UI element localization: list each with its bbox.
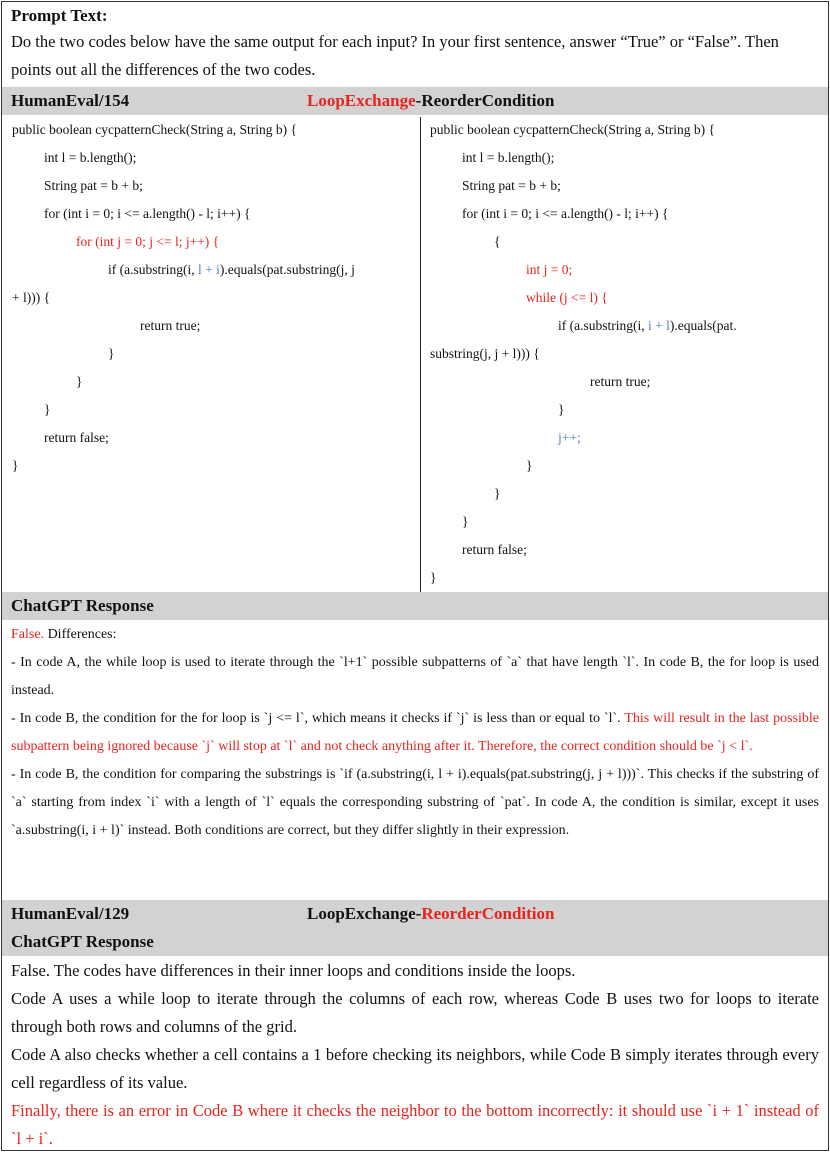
- text-run: return true;: [590, 374, 651, 389]
- text-run: public boolean cycpatternCheck(String a, String b) {: [12, 122, 298, 137]
- text-run: if (a.substring(i,: [108, 262, 198, 277]
- code-line: [494, 485, 500, 503]
- response-paragraph: [11, 957, 819, 985]
- code-line: [462, 513, 468, 531]
- text-run: }: [462, 514, 469, 529]
- text-run: {: [494, 234, 501, 249]
- text-run: String pat = b + b;: [462, 178, 561, 193]
- text-run: }: [558, 402, 565, 417]
- text-run: False.: [11, 627, 45, 642]
- text-run: }: [12, 458, 19, 473]
- code-line: [430, 569, 436, 587]
- code-line: [462, 541, 527, 559]
- text-run: public boolean cycpatternCheck(String a, String b) {: [430, 122, 716, 137]
- case2-tag-part1: LoopExchange: [307, 904, 416, 923]
- text-run: False. The codes have differences in their inner loops and conditions inside the loops.: [11, 961, 576, 980]
- case1-tag-sep: -: [415, 91, 422, 110]
- text-run: }: [526, 458, 533, 473]
- text-run: int l = b.length();: [462, 150, 555, 165]
- code-line: [462, 149, 554, 167]
- text-run: return true;: [140, 318, 201, 333]
- case2-tag: [307, 900, 554, 928]
- text-run: ).equals(pat.: [669, 318, 737, 333]
- case2-response-heading: ChatGPT Response: [11, 932, 154, 951]
- text-run: for (int i = 0; i <= a.length() - l; i++) {: [44, 206, 251, 221]
- text-run: This will result in the last possible subpattern being ignored because `j` will stop at `l` and not check anything after it. Therefore, the correct condition should be `j < l`.: [11, 711, 819, 754]
- case2-tag-sep: -: [415, 904, 422, 923]
- comparison-figure: [1, 1, 829, 1151]
- text-run: Finally, there is an error in Code B where it checks the neighbor to the bottom incorrectly: it should use `i + 1` instead of `l + i`.: [11, 1101, 819, 1148]
- text-run: i + l: [648, 318, 670, 333]
- text-run: for (int i = 0; i <= a.length() - l; i++) {: [462, 206, 669, 221]
- text-run: - In code B, the condition for the for loop is `j <= l`, which means it checks if `j` is less than or equal to `l`.: [11, 711, 625, 726]
- prompt-heading: Prompt Text:: [11, 6, 108, 25]
- text-run: int j = 0;: [526, 262, 573, 277]
- case1-response-heading: ChatGPT Response: [2, 592, 828, 620]
- text-run: Differences:: [44, 627, 117, 642]
- text-run: while (j <= l) {: [526, 290, 608, 305]
- code-line: [526, 457, 532, 475]
- code-line: [590, 373, 650, 391]
- case1-tag: [307, 87, 554, 115]
- code-line: [494, 233, 500, 251]
- text-run: }: [108, 346, 115, 361]
- text-run: }: [44, 402, 51, 417]
- text-run: }: [494, 486, 501, 501]
- text-run: j++;: [558, 430, 581, 445]
- response-paragraph: [11, 1041, 819, 1097]
- response-paragraph: [11, 649, 819, 705]
- code-line: [558, 401, 564, 419]
- text-run: return false;: [462, 542, 527, 557]
- response-paragraph: [11, 1097, 819, 1153]
- text-run: Code A also checks whether a cell contains a 1 before checking its neighbors, while Code B simply iterates through every cell regardless of its value.: [11, 1045, 819, 1092]
- response-paragraph: [11, 705, 819, 761]
- code-line: [462, 205, 669, 223]
- code-line: [430, 345, 540, 363]
- code-line: [526, 261, 572, 279]
- case2-response: [2, 957, 828, 1153]
- text-run: }: [430, 570, 437, 585]
- case2-tag-part2: ReorderCondition: [421, 904, 555, 923]
- prompt-text: Do the two codes below have the same output for each input? In your first sentence, answer “True” or “False”. Then points out all the differences of the two codes.: [11, 32, 779, 79]
- case1-id: HumanEval/154: [11, 91, 130, 110]
- case1-header: [2, 87, 828, 115]
- code-line: [526, 289, 608, 307]
- text-run: if (a.substring(i,: [558, 318, 648, 333]
- text-run: l + i: [198, 262, 220, 277]
- text-run: String pat = b + b;: [44, 178, 143, 193]
- code-line: [462, 177, 561, 195]
- response-paragraph: [11, 985, 819, 1041]
- text-run: return false;: [44, 430, 109, 445]
- text-run: Code A uses a while loop to iterate through the columns of each row, whereas Code B uses two for loops to iterate through both rows and columns of the grid.: [11, 989, 819, 1036]
- code-b-panel: [2, 115, 828, 592]
- text-run: - In code B, the condition for comparing the substrings is `if (a.substring(i, l + i).equals(pat.substring(j, j + l)))`. This checks if the substring of `a` starting from index `i` with a length of `l` equals the corresponding substring of `pat`. In code A, the condition is similar, except it uses `a.substring(i, i + l)` instead. Both conditions are correct, but they differ slightly in their expression.: [11, 767, 819, 838]
- response-paragraph: [11, 621, 819, 649]
- text-run: - In code A, the while loop is used to iterate through the `l+1` possible subpatterns of `a` that have length `l`. In code B, the for loop is used instead.: [11, 655, 819, 698]
- text-run: ).equals(pat.substring(j, j: [219, 262, 355, 277]
- text-run: }: [76, 374, 83, 389]
- code-line: [558, 317, 737, 335]
- text-run: int l = b.length();: [44, 150, 137, 165]
- text-run: for (int j = 0; j <= l; j++) {: [76, 234, 220, 249]
- text-run: + l))) {: [12, 290, 51, 305]
- case1-tag-part1: LoopExchange: [307, 91, 416, 110]
- case1-response: [2, 621, 828, 845]
- case1-tag-part2: ReorderCondition: [421, 91, 555, 110]
- column-divider: [420, 117, 421, 592]
- response-paragraph: [11, 761, 819, 845]
- case2-header: [2, 900, 828, 956]
- code-line: [430, 121, 715, 139]
- prompt-section: [2, 4, 828, 84]
- case2-id: HumanEval/129: [11, 904, 130, 923]
- code-line: [558, 429, 581, 447]
- text-run: substring(j, j + l))) {: [430, 346, 540, 361]
